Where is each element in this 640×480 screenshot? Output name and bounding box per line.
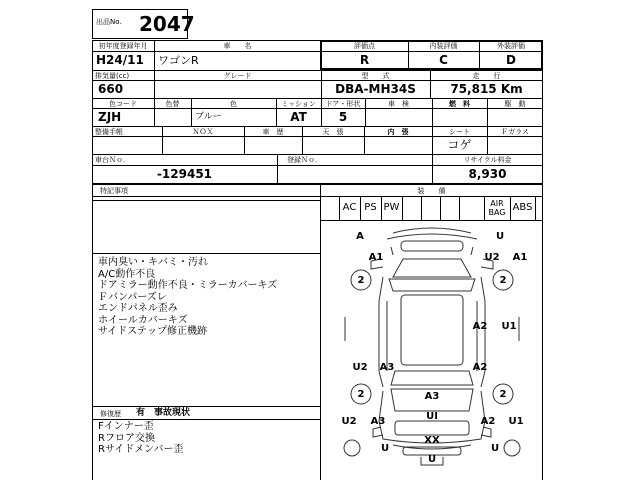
manual-header: 整備手帳: [95, 128, 123, 136]
color-code-header: 色コード: [109, 100, 137, 108]
damage-mark-rear-left-u2-low: U2: [341, 416, 357, 427]
damage-mark-rear-right-wheel: 2: [499, 389, 507, 400]
damage-mark-rear-right-u1-low: U1: [508, 416, 524, 427]
accident-status: 事故現状: [154, 408, 191, 418]
damage-mark-front-right-u2: U2: [484, 252, 500, 263]
lot-number: 2047: [139, 12, 195, 36]
repair-line: Fインナー歪: [98, 421, 154, 432]
fuel-header: 燃 料: [449, 100, 470, 108]
remark-line: エンドパネル歪み: [98, 303, 178, 314]
damage-mark-front-left-a: A: [356, 231, 364, 242]
doors-header: ドア・形状: [325, 100, 361, 108]
inspection-header: 車 検: [388, 100, 409, 108]
damage-mark-front-right-a1: A1: [512, 252, 528, 263]
equipment-header: 装 備: [417, 187, 446, 195]
lot-number-box: [92, 9, 195, 39]
remarks-header: 特記事項: [100, 187, 128, 195]
mileage-value: 75,815 Km: [450, 82, 523, 96]
glass-header: Ｆガラス: [501, 128, 529, 136]
remark-line: Ｆバンパーズレ: [98, 291, 167, 303]
drive-header: 駆 動: [504, 100, 526, 108]
remark-line: ドアミラー動作不良・ミラーカバーキズ: [98, 280, 278, 291]
damage-mark-right-u1: U1: [501, 321, 517, 332]
car-name-value: ワゴンR: [158, 54, 199, 67]
remark-line: サイドステップ修正機跡: [98, 326, 207, 337]
repair-header: 修復歴: [100, 410, 121, 418]
seat-value: コゲ: [447, 138, 472, 152]
remark-line: A/C動作不良: [98, 268, 156, 280]
chassis-header: 車台Ｎｏ.: [95, 156, 126, 164]
reg-year-header: 初年度登録年月: [98, 42, 148, 50]
car-name-header: 車 名: [223, 42, 252, 50]
damage-mark-front-right-u: U: [495, 231, 505, 242]
damage-mark-rear-bumper-xx: XX: [424, 435, 440, 446]
damage-mark-front-right-wheel: 2: [499, 275, 507, 286]
damage-mark-front-left-a1: A1: [368, 252, 384, 263]
model-value: DBA-MH34S: [335, 82, 416, 96]
interior-ceiling-header: 内 張: [387, 128, 409, 136]
exterior-value: D: [506, 53, 516, 67]
transmission-value: AT: [290, 110, 307, 124]
displacement-header: 排気量(cc): [95, 72, 130, 80]
repair-line: Rフロア交換: [98, 432, 155, 444]
equipment-item: AC: [342, 202, 357, 213]
interior-value: C: [439, 53, 448, 67]
equipment-item: ABS: [512, 202, 533, 213]
damage-mark-rear-ui: UI: [426, 411, 438, 422]
equipment-item: AIR BAG: [488, 199, 506, 217]
recycle-value: 8,930: [468, 167, 507, 181]
color-code-value: ZJH: [98, 110, 122, 124]
history-header: 車 歴: [262, 128, 284, 136]
seat-header: シート: [449, 128, 470, 136]
score-header: 評価点: [354, 42, 375, 50]
damage-mark-rear-bumper-right-u: U: [490, 443, 500, 454]
exterior-header: 外装評価: [497, 42, 525, 50]
sunroof-header: 天 張: [322, 128, 344, 136]
remark-line: ホイールカバーキズ: [98, 314, 188, 326]
doors-value: 5: [338, 110, 348, 124]
equipment-item: PS: [364, 202, 377, 213]
damage-mark-rear-left-wheel: 2: [357, 389, 365, 400]
interior-header: 内装評価: [429, 42, 458, 50]
transmission-header: ミッション: [281, 100, 316, 108]
mileage-header: 走 行: [472, 72, 501, 80]
repair-flag: 有: [136, 408, 146, 418]
equipment-item: PW: [383, 202, 400, 213]
repair-line: Rサイドメンバー歪: [98, 444, 184, 455]
damage-mark-rear-bumper-left-u: U: [380, 443, 390, 454]
nox-header: ＮＯＸ: [192, 128, 214, 136]
lot-label: 出品No.: [96, 18, 122, 26]
damage-mark-rear-right-a2-low: A2: [480, 416, 496, 427]
color-value: ブルー: [195, 112, 222, 122]
remark-line: 車内臭い・キバミ・汚れ: [98, 257, 208, 268]
model-header: 型 式: [361, 72, 390, 80]
damage-mark-front-left-wheel: 2: [357, 275, 365, 286]
damage-mark-rear-left-a3-low: A3: [370, 416, 386, 427]
car-diagram: [321, 221, 542, 480]
reg-year-value: H24/11: [96, 53, 144, 67]
color-header: 色: [230, 100, 237, 108]
displacement-value: 660: [98, 82, 124, 96]
damage-mark-tailgate-a3: A3: [424, 391, 440, 402]
score-value: R: [359, 53, 370, 67]
damage-mark-rear-bumper-center-u: U: [427, 454, 437, 465]
damage-mark-right-a2-front: A2: [472, 321, 488, 332]
registration-header: 登録Ｎｏ.: [287, 156, 318, 164]
damage-mark-rear-right-a2: A2: [472, 362, 488, 373]
damage-mark-rear-left-u2: U2: [352, 362, 368, 373]
damage-mark-rear-left-a3: A3: [379, 362, 395, 373]
recycle-header: リサイクル料金: [463, 156, 512, 164]
grade-header: グレード: [223, 72, 252, 80]
color-tone-header: 色替: [165, 100, 180, 108]
chassis-value: -129451: [156, 167, 213, 181]
